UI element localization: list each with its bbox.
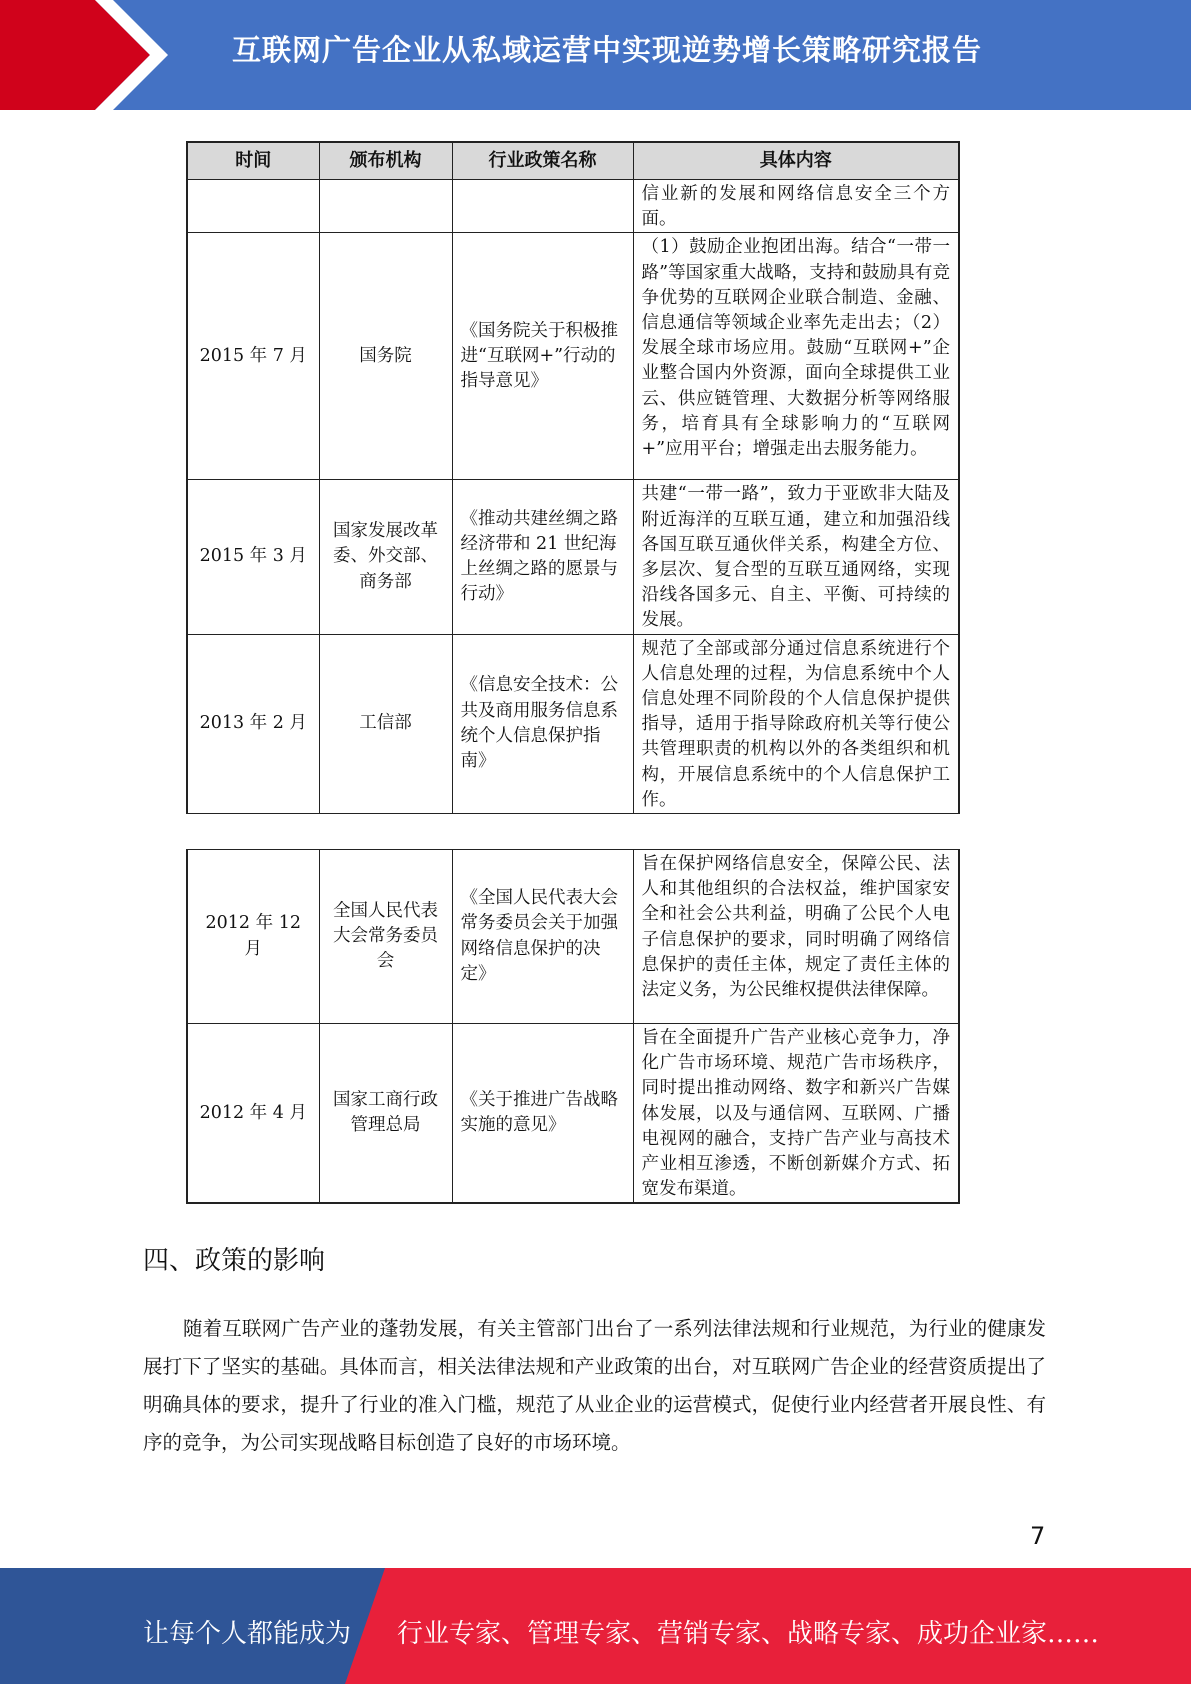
footer-slogan-left: 让每个人都能成为 <box>143 1619 352 1649</box>
cell-time: 2013 年 2 月 <box>187 634 319 813</box>
column-header-content: 具体内容 <box>633 142 959 180</box>
cell-policy: 《推动共建丝绸之路经济带和 21 世纪海上丝绸之路的愿景与行动》 <box>452 480 633 634</box>
column-header-policy-name: 行业政策名称 <box>452 142 633 180</box>
cell-content: （1）鼓励企业抱团出海。结合“一带一路”等国家重大战略，支持和鼓励具有竞争优势的互联网企业联合制造、金融、信息通信等领域企业率先走出去；（2）发展全球市场应用。鼓励“互联网+”企业整合国内外资源，面向全球提供工业云、供应链管理、大数据分析等网络服务，培育具有全球影响力的“互联网+”应用平台；增强走出去服务能力。 <box>633 233 959 480</box>
body-paragraph: 随着互联网广告产业的蓬勃发展，有关主管部门出台了一系列法律法规和行业规范，为行业的健康发展打下了坚实的基础。具体而言，相关法律法规和产业政策的出台，对互联网广告企业的经营资质提出了明确具体的要求，提升了行业的准入门槛，规范了从业企业的运营模式，促使行业内经营者开展良性、有序的竞争，为公司实现战略目标创造了良好的市场环境。 <box>143 1317 1046 1454</box>
cell-time: 2012 年 12 月 <box>187 850 319 1024</box>
cell-policy: 《信息安全技术：公共及商用服务信息系统个人信息保护指南》 <box>452 634 633 813</box>
cell-content: 旨在全面提升广告产业核心竞争力，净化广告市场环境、规范广告市场秩序，同时提出推动网络、数字和新兴广告媒体发展，以及与通信网、互联网、广播电视网的融合，支持广告产业与高技术产业相互渗透，不断创新媒介方式、拓宽发布渠道。 <box>633 1024 959 1204</box>
policy-table-part-2 <box>186 849 960 1204</box>
cell-time: 2015 年 3 月 <box>187 480 319 634</box>
cell-agency: 工信部 <box>319 634 452 813</box>
cell-agency: 国务院 <box>319 233 452 480</box>
cell-agency: 国家工商行政管理总局 <box>319 1024 452 1204</box>
cell-policy: 《国务院关于积极推进“互联网+”行动的指导意见》 <box>452 233 633 480</box>
cell-content: 信业新的发展和网络信息安全三个方面。 <box>633 180 959 233</box>
page-number: 7 <box>1030 1522 1046 1550</box>
column-header-agency: 颁布机构 <box>319 142 452 180</box>
report-title: 互联网广告企业从私域运营中实现逆势增长策略研究报告 <box>232 33 983 67</box>
cell-policy <box>452 180 633 233</box>
cell-policy: 《全国人民代表大会常务委员会关于加强网络信息保护的决定》 <box>452 850 633 1024</box>
column-header-time: 时间 <box>187 142 319 180</box>
policy-table-part-1 <box>186 141 960 814</box>
table-row <box>187 180 959 233</box>
cell-content: 规范了全部或部分通过信息系统进行个人信息处理的过程，为信息系统中个人信息处理不同阶段的个人信息保护提供指导，适用于指导除政府机关等行使公共管理职责的机构以外的各类组织和机构，开展信息系统中的个人信息保护工作。 <box>633 634 959 813</box>
cell-content: 旨在保护网络信息安全，保障公民、法人和其他组织的合法权益，维护国家安全和社会公共利益，明确了公民个人电子信息保护的要求，同时明确了网络信息保护的责任主体，规定了责任主体的法定义务，为公民维权提供法律保障。 <box>633 850 959 1024</box>
page-header <box>0 0 1191 110</box>
cell-agency <box>319 180 452 233</box>
footer-slogan-right: 行业专家、管理专家、营销专家、战略专家、成功企业家…… <box>397 1619 1100 1649</box>
table-row <box>187 850 959 1024</box>
cell-agency: 全国人民代表大会常务委员会 <box>319 850 452 1024</box>
cell-agency: 国家发展改革委、外交部、商务部 <box>319 480 452 634</box>
cell-time: 2012 年 4 月 <box>187 1024 319 1204</box>
table-row <box>187 233 959 480</box>
table-row <box>187 634 959 813</box>
section-heading: 四、政策的影响 <box>143 1246 326 1276</box>
cell-time <box>187 180 319 233</box>
cell-time: 2015 年 7 月 <box>187 233 319 480</box>
table-header-row <box>187 142 959 180</box>
table-row <box>187 1024 959 1204</box>
table-row <box>187 480 959 634</box>
cell-policy: 《关于推进广告战略实施的意见》 <box>452 1024 633 1204</box>
cell-content: 共建“一带一路”，致力于亚欧非大陆及附近海洋的互联互通，建立和加强沿线各国互联互通伙伴关系，构建全方位、多层次、复合型的互联互通网络，实现沿线各国多元、自主、平衡、可持续的发展。 <box>633 480 959 634</box>
